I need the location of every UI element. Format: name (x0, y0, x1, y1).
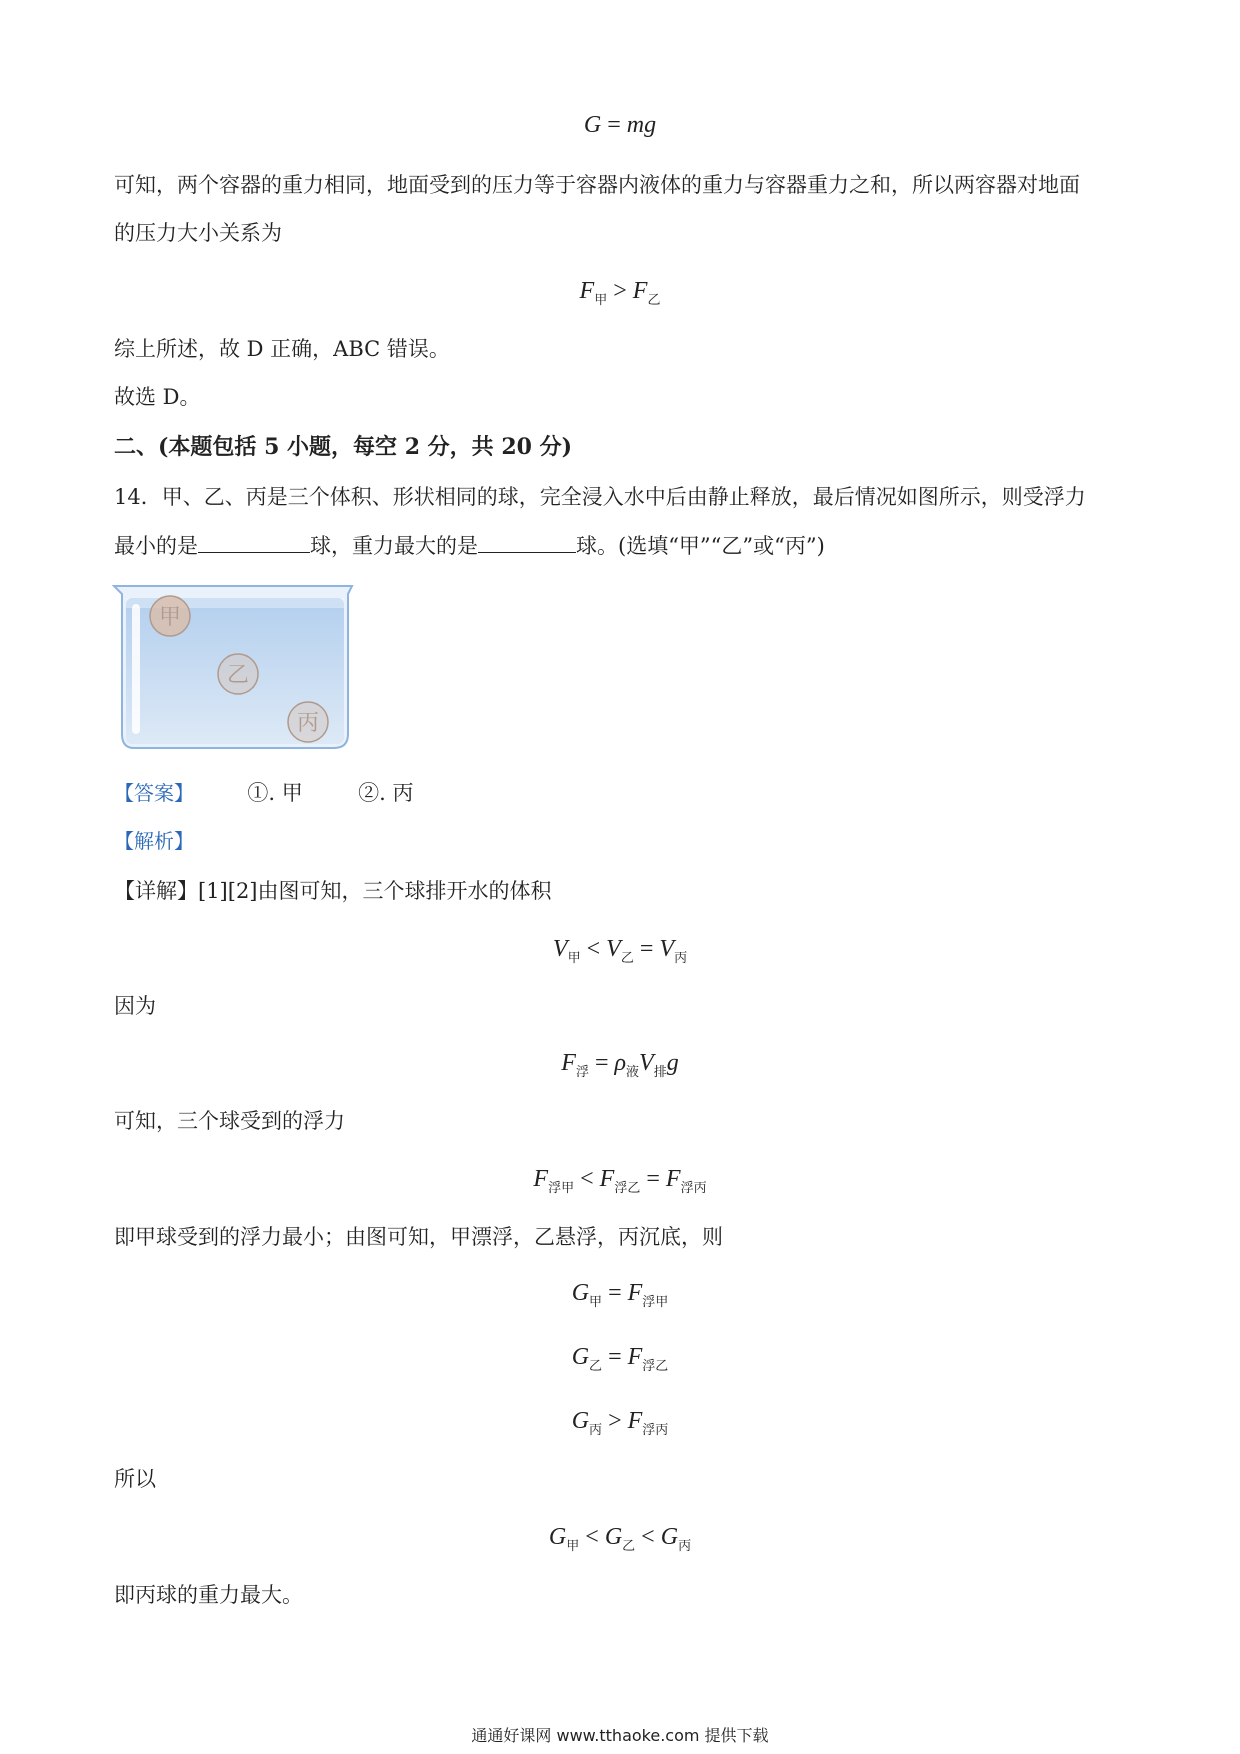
eq-subscript: 甲 (594, 292, 608, 308)
answer-2: ②. 丙 (358, 781, 414, 805)
summary-text: 综上所述，故 D 正确，ABC 错误。 (114, 337, 450, 361)
equation-f-compare (0, 276, 1240, 316)
eq-symbol: F (632, 278, 648, 304)
page-footer: 通通好课网 www.tthaoke.com 提供下载 (471, 1726, 769, 1745)
so-text: 所以 (114, 1467, 156, 1491)
eq-subscript: 乙 (647, 292, 661, 308)
analysis-tag: 【解析】 (114, 829, 194, 853)
question-text: 最小的是 (114, 534, 198, 558)
ball-bing (288, 702, 328, 742)
eq-symbol: mg (626, 112, 657, 138)
equation-g2: $G_乙 = F_{浮乙}$ (571, 1344, 669, 1374)
paragraph-line: 可知，两个容器的重力相同，地面受到的压力等于容器内液体的重力与容器重力之和，所以两容器对地面 (114, 173, 1080, 197)
analysis-line (114, 826, 194, 856)
equation-g3: $G_丙 > F_{浮丙}$ (571, 1408, 669, 1438)
question-14-line1: 14．甲、乙、丙是三个体积、形状相同的球，完全浸入水中后由静止释放，最后情况如图所示，则受浮力 (114, 485, 1086, 509)
beaker-figure (112, 582, 362, 752)
ball-label: 甲 (158, 605, 182, 630)
equation-g-mg (0, 110, 1240, 140)
float-text: 即甲球受到的浮力最小；由图可知，甲漂浮，乙悬浮，丙沉底，则 (114, 1225, 723, 1249)
ball-yi (218, 654, 258, 694)
eq-operator: > (613, 278, 627, 304)
ball-jia (150, 596, 190, 636)
section-title: 二、(本题包括 5 小题，每空 2 分，共 20 分) (114, 434, 573, 460)
equation-g-all: $G_甲 < G_乙 < G_丙$ (548, 1524, 692, 1554)
answer-1: ①. 甲 (247, 781, 303, 805)
equation-volume: $V_甲 < V_乙 = V_丙$ (552, 936, 688, 966)
choice-text: 故选 D。 (114, 385, 201, 409)
question-text: 球。(选填“甲”“乙”或“丙”) (576, 534, 825, 558)
answer-blank-1[interactable] (198, 530, 310, 553)
answer-tag: 【答案】 (114, 781, 194, 805)
eq-operator: = (607, 112, 621, 138)
question-14-line2 (114, 530, 825, 561)
ball-label: 乙 (226, 663, 250, 688)
glass-highlight (132, 604, 140, 734)
question-text: 球，重力最大的是 (310, 534, 478, 558)
equation-g1: $G_甲 = F_{浮甲}$ (571, 1280, 669, 1310)
eq-symbol: F (579, 278, 595, 304)
paragraph-line: 的压力大小关系为 (114, 221, 282, 245)
ball-label: 丙 (296, 711, 320, 736)
eq-symbol: G (583, 112, 602, 138)
answer-blank-2[interactable] (478, 530, 576, 553)
conclusion-text: 即丙球的重力最大。 (114, 1583, 303, 1607)
equation-buoyancy: $F_浮 = \rho_液V_排g$ (561, 1050, 679, 1080)
equation-buoyancy-compare: $F_{浮甲} < F_{浮乙} = F_{浮丙}$ (533, 1166, 707, 1196)
answer-line (114, 778, 413, 808)
detail-text: 【详解】[1][2]由图可知，三个球排开水的体积 (114, 879, 552, 903)
know-text: 可知，三个球受到的浮力 (114, 1109, 345, 1133)
because-text: 因为 (114, 994, 156, 1018)
